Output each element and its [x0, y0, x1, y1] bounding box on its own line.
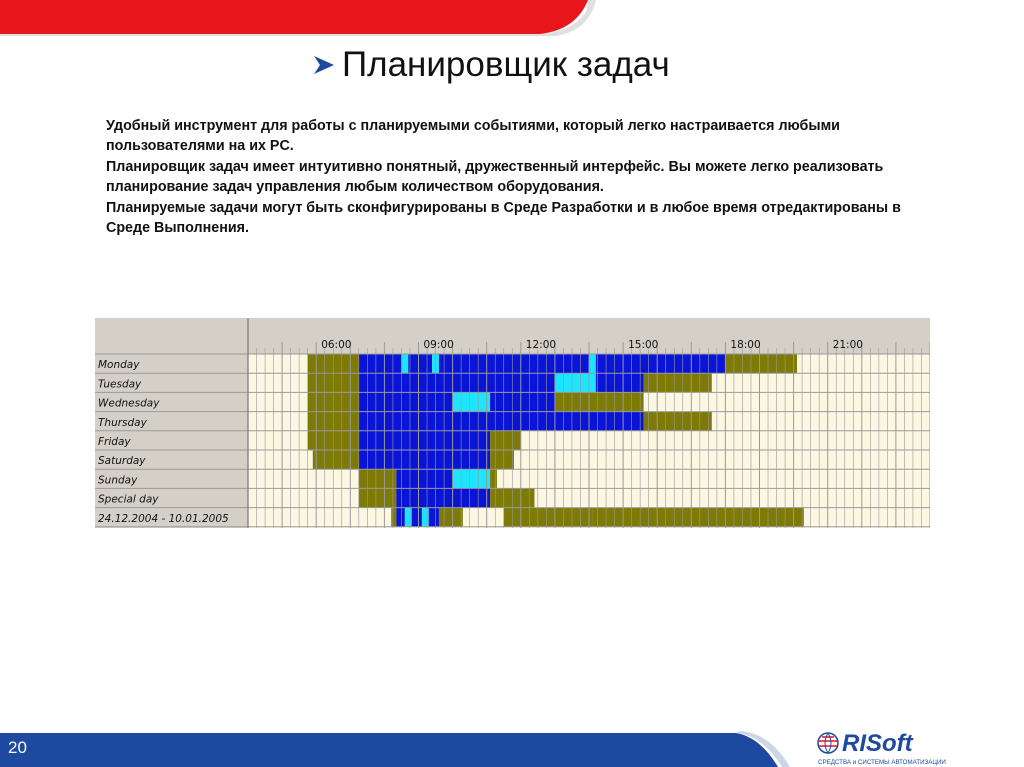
top-decoration-bar — [0, 0, 1024, 36]
task-block-cyan — [453, 392, 491, 411]
task-block-olive — [439, 508, 463, 527]
globe-icon — [818, 733, 838, 753]
task-block-blue — [359, 450, 490, 469]
day-label: Wednesday — [98, 397, 160, 410]
task-block-olive — [490, 450, 514, 469]
task-block-blue — [396, 508, 405, 527]
hour-label: 21:00 — [832, 339, 863, 351]
task-block-olive — [490, 431, 521, 450]
task-block-blue — [429, 508, 439, 527]
hour-label: 12:00 — [525, 339, 557, 351]
hour-label: 18:00 — [730, 339, 761, 351]
paragraph-3: Планируемые задачи могут быть сконфигурированы в Среде Разработки и в любое время отредактированы в Среде Выполнения. — [106, 199, 901, 237]
paragraph-2: Планировщик задач имеет интуитивно понятный, дружественный интерфейс. Вы можете легко реализовать планирование задач управления любым количеством оборудования. — [106, 158, 884, 196]
task-block-olive — [725, 354, 797, 373]
task-block-olive — [555, 392, 644, 411]
logo-tagline: СРЕДСТВА и СИСТЕМЫ АВТОМАТИЗАЦИИ — [818, 759, 946, 766]
task-block-olive — [644, 412, 712, 431]
task-scheduler-grid — [95, 318, 930, 528]
task-block-blue — [359, 373, 555, 392]
day-label: Monday — [98, 359, 140, 372]
task-block-olive — [490, 469, 497, 488]
day-label: Tuesday — [98, 378, 142, 391]
task-block-blue — [408, 354, 432, 373]
task-block-olive — [359, 469, 397, 488]
hour-label: 09:00 — [423, 339, 454, 351]
company-logo — [812, 729, 982, 767]
task-block-blue — [359, 354, 402, 373]
task-block-cyan — [401, 354, 408, 373]
task-block-blue — [596, 354, 726, 373]
hour-label: 15:00 — [628, 339, 659, 351]
task-block-blue — [359, 431, 490, 450]
task-block-cyan — [555, 373, 596, 392]
task-block-blue — [359, 392, 453, 411]
day-label: Thursday — [98, 416, 147, 429]
day-label: Saturday — [98, 455, 146, 468]
task-block-olive — [504, 508, 593, 527]
day-label: 24.12.2004 - 10.01.2005 — [98, 512, 229, 525]
task-block-olive — [592, 508, 803, 527]
task-block-cyan — [405, 508, 412, 527]
logo-text: RISoft — [842, 730, 913, 757]
paragraph-1: Удобный инструмент для работы с планируемыми событиями, который легко настраивается любыми пользователями на их PC. — [106, 118, 840, 155]
title-row — [312, 40, 670, 90]
task-block-olive — [359, 488, 397, 507]
task-block-blue — [596, 373, 644, 392]
task-block-cyan — [453, 469, 491, 488]
arrow-bullet-icon — [312, 53, 336, 77]
hour-label: 06:00 — [321, 339, 352, 351]
slide-number: 20 — [8, 738, 27, 757]
task-block-blue — [453, 488, 491, 507]
day-label: Special day — [98, 493, 159, 506]
description-text — [106, 116, 936, 238]
task-block-blue — [490, 392, 555, 411]
task-block-blue — [439, 354, 589, 373]
task-block-cyan — [422, 508, 429, 527]
task-block-olive — [644, 373, 712, 392]
task-block-blue — [412, 508, 422, 527]
page-title: Планировщик задач — [342, 45, 670, 84]
day-label: Sunday — [98, 474, 138, 487]
task-block-olive — [391, 508, 396, 527]
day-label: Friday — [98, 436, 131, 448]
task-block-olive — [313, 450, 359, 469]
task-block-cyan — [589, 354, 596, 373]
